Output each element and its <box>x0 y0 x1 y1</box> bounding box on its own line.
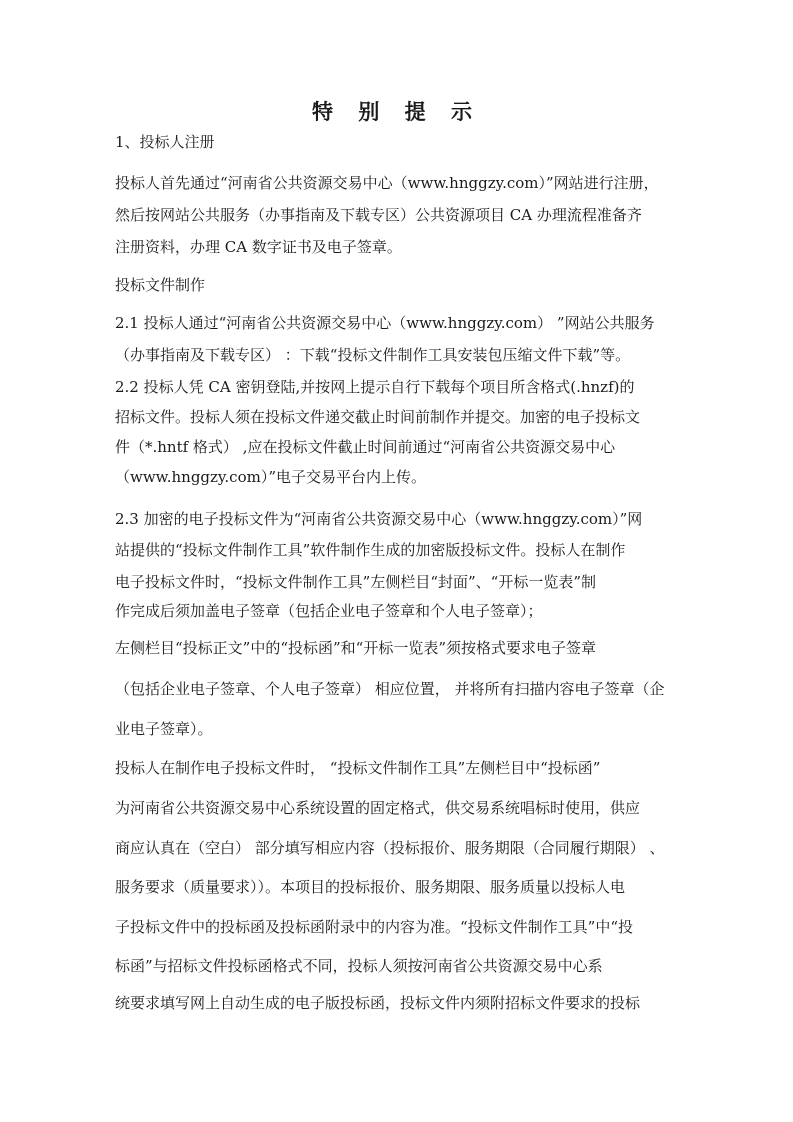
paragraph-line: 投标人在制作电子投标文件时， “投标文件制作工具”左侧栏目中“投标函” <box>115 759 601 777</box>
paragraph-line: 投标人首先通过“河南省公共资源交易中心（www.hnggzy.com）”网站进行注册， <box>115 174 659 192</box>
paragraph-line: 作完成后须加盖电子签章（包括企业电子签章和个人电子签章）； <box>115 602 543 620</box>
page-title: 特 别 提 示 <box>312 100 481 124</box>
paragraph-line: 为河南省公共资源交易中心系统设置的固定格式，供交易系统唱标时使用，供应 <box>115 799 641 817</box>
paragraph-line: 注册资料，办理 CA 数字证书及电子签章。 <box>115 238 402 256</box>
section-heading-bid-file: 投标文件制作 <box>115 276 206 294</box>
paragraph-line: 件（*.hntf 格式） ,应在投标文件截止时间前通过“河南省公共资源交易中心 <box>115 438 616 456</box>
paragraph-line: 标函”与招标文件投标函格式不同，投标人须按河南省公共资源交易中心系 <box>115 957 603 975</box>
paragraph-line: 2.3 加密的电子投标文件为“河南省公共资源交易中心（www.hnggzy.com）”网 <box>115 510 643 528</box>
paragraph-line: 招标文件。投标人须在投标文件递交截止时间前制作并提交。加密的电子投标文 <box>115 408 641 426</box>
paragraph-line: 统要求填写网上自动生成的电子版投标函，投标文件内须附招标文件要求的投标 <box>115 994 641 1012</box>
paragraph-line: 子投标文件中的投标函及投标函附录中的内容为准。“投标文件制作工具”中“投 <box>115 918 634 936</box>
paragraph-line: 然后按网站公共服务（办事指南及下载专区）公共资源项目 CA 办理流程准备齐 <box>115 206 642 224</box>
section-heading-registration: 1、投标人注册 <box>115 133 215 151</box>
paragraph-line: 服务要求（质量要求））。本项目的投标报价、服务期限、服务质量以投标人电 <box>115 878 626 896</box>
paragraph-line: 2.1 投标人通过“河南省公共资源交易中心（www.hnggzy.com） ”网站公共服务 <box>115 314 655 332</box>
paragraph-line: （包括企业电子签章、个人电子签章） 相应位置， 并将所有扫描内容电子签章（企 <box>115 680 665 698</box>
paragraph-line: （办事指南及下载专区） ：下载“投标文件制作工具安装包压缩文件下载”等。 <box>115 346 631 364</box>
paragraph-line: 2.2 投标人凭 CA 密钥登陆,并按网上提示自行下载每个项目所含格式(.hnzf)的 <box>115 378 635 396</box>
paragraph-line: 左侧栏目“投标正文”中的“投标函”和“开标一览表”须按格式要求电子签章 <box>115 639 597 657</box>
paragraph-line: 站提供的“投标文件制作工具”软件制作生成的加密版投标文件。投标人在制作 <box>115 541 626 559</box>
paragraph-line: （www.hnggzy.com）”电子交易平台内上传。 <box>115 468 427 486</box>
paragraph-line: 业电子签章）。 <box>115 720 213 738</box>
paragraph-line: 商应认真在（空白） 部分填写相应内容（投标报价、服务期限（合同履行期限） 、 <box>115 839 665 857</box>
paragraph-line: 电子投标文件时，“投标文件制作工具”左侧栏目“封面”、“开标一览表”制 <box>115 573 597 591</box>
